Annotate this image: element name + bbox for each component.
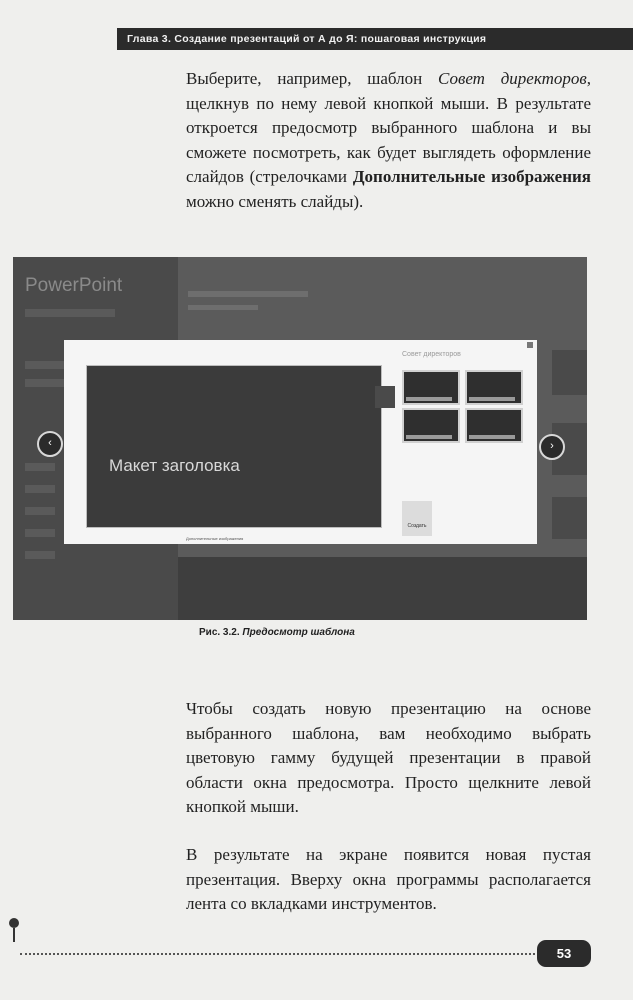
preview-dialog	[64, 340, 537, 544]
backstage-item	[25, 485, 55, 493]
paragraph-intro-part3: можно сменять слайды).	[186, 191, 364, 211]
color-variant[interactable]	[465, 370, 523, 405]
more-images-link[interactable]: Дополнительные изображения	[186, 536, 244, 541]
close-icon[interactable]	[527, 342, 533, 348]
template-tile	[552, 497, 587, 539]
template-tile	[552, 350, 587, 395]
caption-text: Предосмотр шаблона	[242, 627, 355, 638]
prev-arrow-icon[interactable]: ‹	[37, 431, 63, 457]
paragraph-result: В результате на экране появится новая пустая презентация. Вверху окна программы располагается лента со вкладками инструментов.	[186, 845, 591, 914]
slide-badge	[375, 386, 395, 408]
templates-row	[188, 305, 258, 310]
backstage-item	[25, 361, 65, 369]
templates-row	[188, 291, 308, 297]
color-variant[interactable]	[465, 408, 523, 443]
backstage-item	[25, 529, 55, 537]
theme-label: Совет директоров	[402, 351, 461, 358]
create-label: Создать	[407, 523, 427, 529]
backstage-item	[25, 507, 55, 515]
chapter-title: Глава 3. Создание презентаций от А до Я: пошаговая инструкция	[127, 33, 487, 45]
color-bar	[406, 435, 452, 439]
backstage-item	[25, 551, 55, 559]
preview-title: Макет заголовка	[109, 456, 240, 475]
paragraph-intro-part2: , щелкнув по нему левой кнопкой мыши. В результате откроется предосмотр выбранного шаблона и вы сможете посмотреть, как будет выглядеть оформление слайдов (стрелочками	[186, 69, 591, 187]
color-variant[interactable]	[402, 370, 460, 405]
paragraph-intro	[186, 67, 591, 215]
create-button[interactable]	[402, 501, 432, 536]
next-arrow-icon[interactable]: ›	[539, 434, 565, 460]
figure-screenshot	[13, 257, 587, 620]
color-bar	[469, 435, 515, 439]
backstage-item	[25, 309, 115, 317]
figure-caption	[199, 627, 355, 638]
templates-footer	[178, 557, 587, 620]
footer-bullet-stem	[13, 928, 15, 942]
color-bar	[406, 397, 452, 401]
button-name: Дополнительные изображения	[352, 167, 591, 187]
chapter-header	[117, 28, 633, 50]
color-bar	[469, 397, 515, 401]
slide-preview	[86, 365, 382, 528]
paragraph-intro-part1: Выберите, например, шаблон	[186, 69, 438, 88]
paragraph-create: Чтобы создать новую презентацию на основе выбранного шаблона, вам необходимо выбрать цветовую гамму будущей презентации в правой области окна предосмотра. Просто щелкните левой кнопкой мыши.	[186, 699, 591, 817]
caption-label: Рис. 3.2.	[199, 627, 240, 638]
footer-bullet	[9, 918, 19, 928]
backstage-item	[25, 463, 55, 471]
footer-dotted-line	[20, 953, 535, 955]
template-name: Совет директоров	[438, 69, 587, 88]
page-number: 53	[537, 940, 591, 967]
color-variant[interactable]	[402, 408, 460, 443]
app-name: PowerPoint	[25, 275, 123, 296]
